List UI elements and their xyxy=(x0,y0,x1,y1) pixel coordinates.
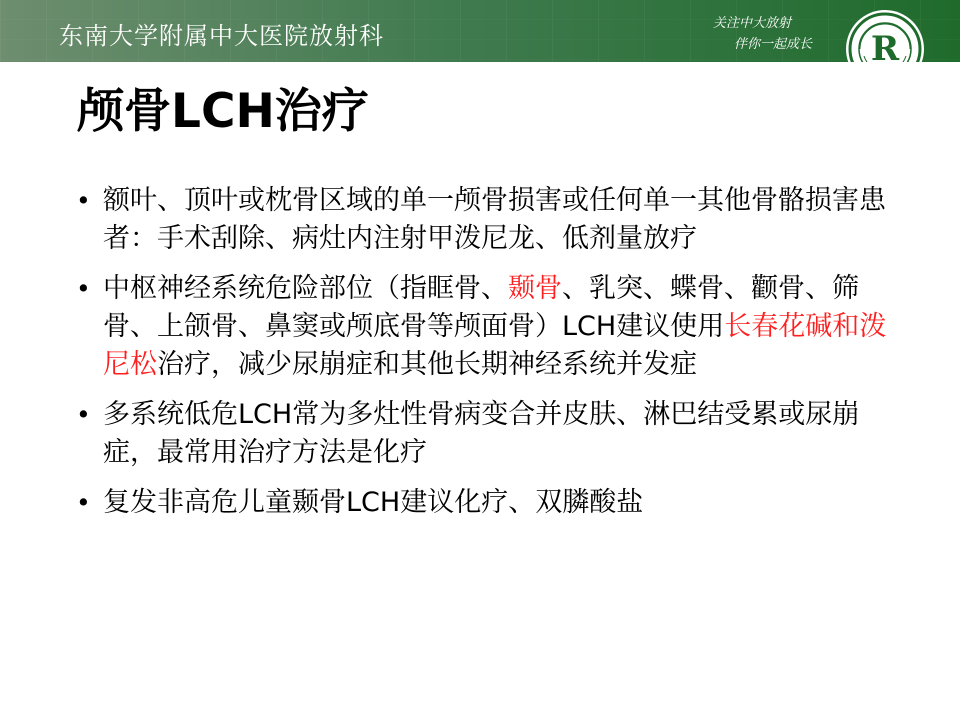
slogan xyxy=(713,13,833,55)
bullet-icon: • xyxy=(76,488,91,517)
slogan-line-2: 伴你一起成长 xyxy=(734,37,813,52)
bullet-item-4 xyxy=(76,484,900,522)
bullet-item-3 xyxy=(76,396,900,472)
bullet-text-2-part-3: 治疗，减少尿崩症和其他长期神经系统并发症 xyxy=(157,349,697,380)
bullet-item-1 xyxy=(76,182,900,258)
slide-title: 颅骨LCH治疗 xyxy=(77,84,369,139)
highlight-temporal-bone: 颞骨 xyxy=(508,273,562,304)
bullet-text-3: 多系统低危LCH常为多灶性骨病变合并皮肤、淋巴结受累或尿崩症，最常用治疗方法是化疗 xyxy=(103,399,860,468)
logo-letter: R xyxy=(870,29,900,69)
bullet-list xyxy=(76,182,900,534)
highlight-vinblastine-prednisone: 长春花碱和泼尼松 xyxy=(103,311,887,380)
bullet-icon: • xyxy=(76,274,91,303)
department-title: 东南大学附属中大医院放射科 xyxy=(59,22,384,50)
slogan-line-1: 关注中大放射 xyxy=(713,16,792,31)
bullet-icon: • xyxy=(76,186,91,215)
bullet-text-4: 复发非高危儿童颞骨LCH建议化疗、双膦酸盐 xyxy=(103,487,644,518)
bullet-text-2-part-1: 中枢神经系统危险部位（指眶骨、 xyxy=(103,273,508,304)
bullet-text-2-part-2: 、乳突、蝶骨、颧骨、筛骨、上颌骨、鼻窦或颅底骨等颅面骨）LCH建议使用 xyxy=(103,273,859,342)
hospital-logo xyxy=(846,10,924,69)
bullet-icon: • xyxy=(76,400,91,429)
bullet-text-1: 额叶、顶叶或枕骨区域的单一颅骨损害或任何单一其他骨骼损害患者：手术刮除、病灶内注射甲泼尼龙、低剂量放疗 xyxy=(103,185,886,254)
hospital-logo-icon xyxy=(846,10,924,69)
header-banner xyxy=(0,0,960,69)
bullet-item-2 xyxy=(76,270,900,384)
